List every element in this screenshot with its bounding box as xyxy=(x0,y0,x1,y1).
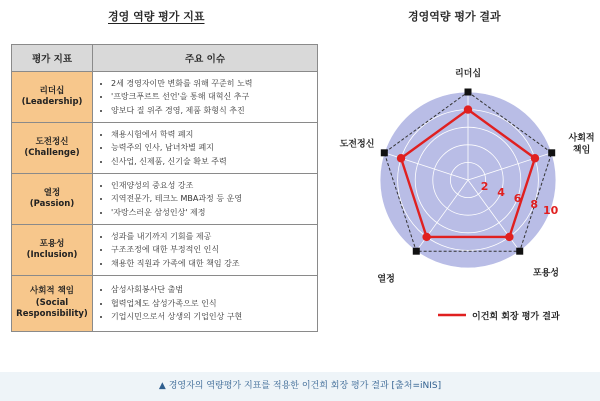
tick-label: 2 xyxy=(480,180,489,194)
axis-label: 사회적 xyxy=(568,133,595,144)
table-title: 경영 역량 평가 지표 xyxy=(108,10,205,23)
category-name: 리더십 xyxy=(39,85,65,96)
series-point xyxy=(505,233,513,241)
issue-item: • 채용한 직원과 가족에 대한 책임 강조 xyxy=(111,257,313,271)
category-cell xyxy=(12,123,93,174)
table-row xyxy=(12,123,318,174)
category-name: 사회적 책임 xyxy=(29,286,74,297)
tick-label: 10 xyxy=(543,204,559,218)
table-row xyxy=(12,225,318,276)
category-english: (Inclusion) xyxy=(26,250,78,260)
outer-marker xyxy=(465,89,472,96)
tick-label: 4 xyxy=(497,186,505,200)
issue-item: • 기업시민으로서 상생의 기업인상 구현 xyxy=(111,310,313,324)
issue-item: • 채용시험에서 학력 폐지 xyxy=(111,128,313,142)
outer-marker xyxy=(381,149,388,156)
category-english: (Challenge) xyxy=(24,148,80,158)
category-name: 열정 xyxy=(43,187,61,198)
issue-item: • 삼성사회봉사단 출범 xyxy=(111,283,313,297)
chart-title: 경영역량 평가 결과 xyxy=(408,10,501,23)
axis-label: 포용성 xyxy=(532,268,559,279)
category-cell xyxy=(12,174,93,225)
table-row xyxy=(12,174,318,225)
header-category: 평가 지표 xyxy=(12,45,93,72)
series-point xyxy=(464,105,472,113)
table-row xyxy=(12,276,318,332)
header-issues: 주요 이슈 xyxy=(93,45,318,72)
outer-marker xyxy=(548,149,555,156)
issue-item: • 구조조정에 대한 부정적인 인식 xyxy=(111,243,313,257)
category-english: (Leadership) xyxy=(21,97,83,107)
issue-item: • 신사업, 신제품, 신기술 확보 주력 xyxy=(111,155,313,169)
tick-label: 8 xyxy=(530,198,538,212)
issue-cell xyxy=(93,72,318,123)
category-cell xyxy=(12,225,93,276)
axis-label: 열정 xyxy=(377,274,395,285)
issue-item: • 양보다 질 위주 경영, 제품 화형식 추진 xyxy=(111,104,313,118)
outer-marker xyxy=(413,248,420,255)
legend xyxy=(438,310,560,322)
image-caption: ▲ 경영자의 역량평가 지표를 적용한 이건희 회장 평가 결과 [출처=iNIS] xyxy=(0,372,600,401)
tick-label: 6 xyxy=(513,192,522,206)
issue-item: • 성과를 내기까지 기회를 제공 xyxy=(111,230,313,244)
category-english: (Social xyxy=(35,297,69,308)
legend-label: 이건희 회장 평가 결과 xyxy=(472,312,560,322)
category-cell xyxy=(12,72,93,123)
table-row xyxy=(12,72,318,123)
table-header-row xyxy=(12,45,318,72)
axis-label: 도전정신 xyxy=(339,139,375,150)
issue-cell xyxy=(93,225,318,276)
category-name: 포용성 xyxy=(39,238,65,249)
radar-chart xyxy=(330,40,595,330)
issue-item: • '자랑스러운 삼성인상' 제정 xyxy=(111,206,313,220)
series-point xyxy=(531,154,539,162)
series-point xyxy=(397,154,405,162)
issue-item: • '프랑크푸르트 선언'을 통해 대혁신 추구 xyxy=(111,90,313,104)
axis-label: 리더십 xyxy=(454,69,482,79)
competency-table xyxy=(11,44,318,332)
category-name: 도전정신 xyxy=(35,136,69,147)
series-point xyxy=(422,233,430,241)
issue-item: • 인재양성의 중요성 강조 xyxy=(111,179,313,193)
issue-item: • 2세 경영자이만 변화를 위해 꾸준히 노력 xyxy=(111,77,313,91)
category-english: (Passion) xyxy=(29,199,75,209)
issue-cell xyxy=(93,123,318,174)
outer-marker xyxy=(516,248,523,255)
category-english: Responsibility) xyxy=(16,309,88,320)
axis-label: 책임 xyxy=(572,145,591,156)
issue-cell xyxy=(93,276,318,332)
issue-item: • 지역전문가, 테크노 MBA과정 등 운영 xyxy=(111,192,313,206)
issue-item: • 능력주의 인사, 남녀차별 폐지 xyxy=(111,141,313,155)
issue-cell xyxy=(93,174,318,225)
category-cell xyxy=(12,276,93,332)
issue-item: • 협력업체도 삼성가족으로 인식 xyxy=(111,297,313,311)
